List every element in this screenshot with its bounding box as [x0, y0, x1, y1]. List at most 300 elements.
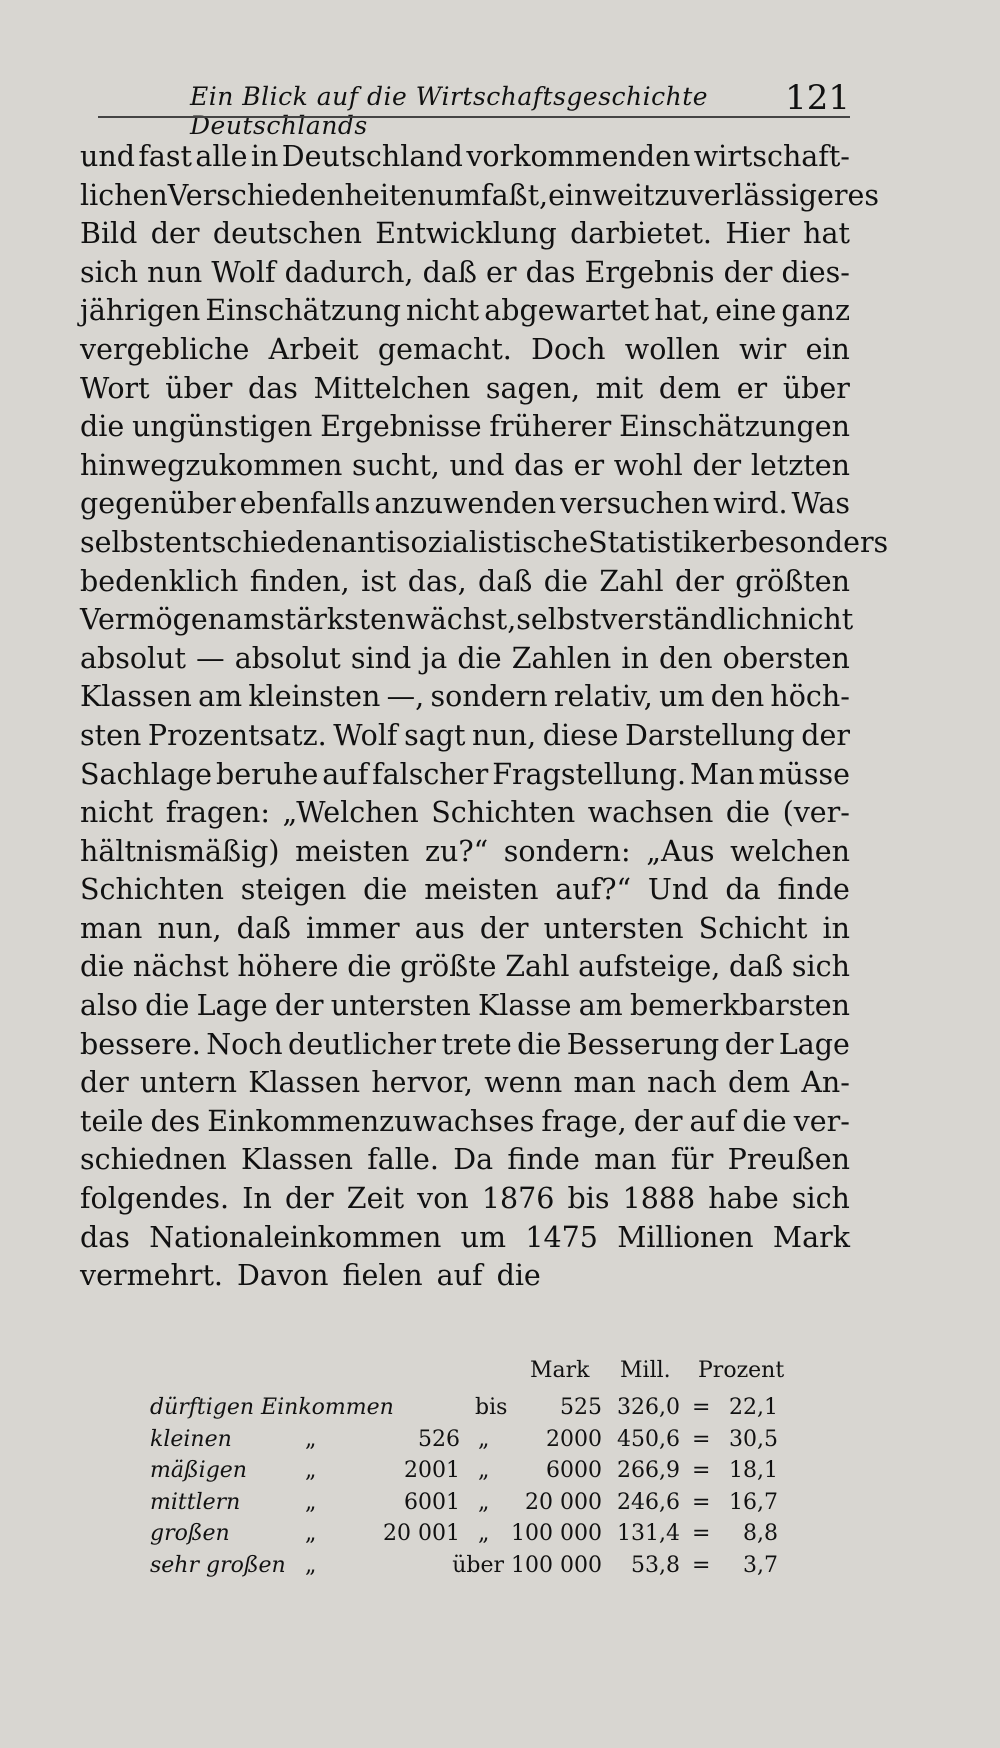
table-row — [150, 1392, 790, 1424]
word: Nationaleinkommen — [149, 1220, 442, 1254]
header-rule — [98, 116, 850, 118]
word: habe — [708, 1182, 779, 1216]
cell-class: mittlern — [150, 1489, 241, 1515]
word: steigen — [240, 873, 347, 907]
word: Klassen — [80, 680, 192, 714]
word: Einkommenzuwachses — [207, 1104, 535, 1138]
word: sich — [80, 255, 139, 289]
word: stärksten — [270, 603, 406, 637]
word: das — [525, 255, 576, 289]
word: hervor, — [371, 1066, 473, 1100]
word: Man — [689, 757, 755, 791]
word: die — [457, 641, 502, 675]
word: selbst — [80, 525, 165, 559]
word: Einschätzungen — [619, 410, 850, 444]
word: Darstellung — [625, 718, 795, 752]
word: wachsen — [587, 796, 714, 830]
cell-q1: „ — [305, 1521, 317, 1546]
cell-q1: „ — [305, 1552, 317, 1578]
table-row — [150, 1487, 790, 1519]
word: An- — [801, 1066, 850, 1100]
word: daß — [422, 255, 477, 289]
cell-eq: = — [692, 1395, 711, 1420]
word: Prozentsatz. — [147, 718, 327, 752]
word: sagen, — [485, 371, 581, 405]
table-row — [150, 1550, 790, 1582]
word: größte — [400, 950, 497, 984]
header-mark: Mark — [530, 1358, 590, 1383]
word: daß — [728, 950, 784, 984]
header-prozent: Prozent — [698, 1358, 785, 1383]
word: bis — [567, 1182, 610, 1216]
word: welchen — [730, 834, 850, 868]
word: wollen — [624, 332, 720, 366]
word: das, — [407, 564, 467, 598]
word: wir — [739, 332, 787, 366]
word: die — [347, 950, 392, 984]
word: alle — [195, 140, 248, 173]
word: Lage — [196, 989, 268, 1023]
text-line — [80, 910, 850, 949]
word: die — [80, 950, 125, 984]
cell-to: 2000 — [546, 1426, 602, 1452]
word: dem — [727, 1066, 791, 1100]
word: ist — [361, 564, 397, 598]
word: Zahl — [505, 950, 570, 984]
word: auf?“ — [555, 873, 632, 907]
cell-conn: „ — [478, 1426, 490, 1452]
word: Schichten — [80, 873, 224, 907]
text-line — [80, 370, 850, 409]
cell-mill: 131,4 — [617, 1521, 680, 1546]
word: untern — [139, 1066, 237, 1100]
word: mit — [595, 371, 644, 405]
cell-eq: = — [692, 1521, 711, 1546]
word: sind — [350, 641, 412, 675]
word: wird. — [713, 487, 788, 521]
cell-to: 100 000 — [511, 1521, 602, 1546]
word: ver- — [793, 1104, 850, 1138]
word: sondern: — [503, 834, 631, 868]
income-table — [150, 1358, 790, 1581]
cell-from: 2001 — [404, 1458, 460, 1483]
word: Doch — [531, 332, 606, 366]
text-line — [80, 678, 850, 717]
word: ein — [548, 178, 593, 212]
cell-q1: „ — [305, 1489, 317, 1515]
header-mill: Mill. — [620, 1358, 671, 1383]
word: Hier — [725, 217, 790, 251]
word: immer — [306, 911, 400, 945]
word: obersten — [722, 641, 850, 675]
cell-to: 525 — [560, 1395, 602, 1420]
word: der — [479, 911, 529, 945]
table-header — [150, 1358, 790, 1392]
cell-class: mäßigen — [150, 1458, 247, 1483]
word: wenn — [484, 1066, 563, 1100]
text-line — [80, 871, 850, 910]
word: der — [692, 448, 742, 482]
word: man — [80, 911, 143, 945]
word: umfaßt, — [435, 178, 549, 212]
word: Was — [791, 487, 850, 521]
cell-eq: = — [692, 1489, 711, 1515]
cell-conn: bis — [475, 1395, 508, 1420]
word: die — [517, 1027, 562, 1061]
word: untersten — [330, 989, 471, 1023]
word: abgewartet — [484, 294, 650, 328]
word: Deutschland — [281, 140, 463, 173]
word: vergebliche — [80, 332, 250, 366]
word: der — [150, 217, 200, 251]
word: besonders — [739, 525, 889, 559]
word: Fragstellung. — [492, 757, 687, 791]
word: kleinsten — [248, 680, 381, 714]
word: 1888 — [622, 1182, 696, 1216]
word: nächst — [132, 950, 229, 984]
word: deutlicher — [288, 1027, 437, 1061]
word: absolut — [234, 641, 341, 675]
word: meisten — [424, 873, 539, 907]
word: Davon — [236, 1259, 329, 1293]
word: man — [594, 1143, 657, 1177]
word: ganz — [781, 294, 850, 328]
word: sich — [791, 950, 850, 984]
word: höch- — [770, 680, 850, 714]
text-line — [80, 1026, 850, 1065]
word: aufsteige, — [578, 950, 721, 984]
word: darbietet. — [570, 217, 712, 251]
word: letzten — [750, 448, 850, 482]
word: vorkommenden — [466, 140, 691, 173]
cell-class: sehr großen — [150, 1552, 286, 1578]
word: die — [80, 410, 125, 444]
word: anzuwenden — [374, 487, 557, 521]
word: wohl — [613, 448, 683, 482]
text-line — [80, 717, 850, 756]
text-line — [80, 138, 850, 177]
cell-to: 20 000 — [525, 1489, 602, 1515]
word: Zahlen — [511, 641, 612, 675]
word: nicht — [780, 603, 854, 637]
word: die — [363, 873, 408, 907]
word: beruhe — [216, 757, 319, 791]
cell-eq: = — [692, 1552, 711, 1578]
word: vermehrt. — [80, 1259, 223, 1293]
word: der — [801, 718, 850, 752]
word: Da — [453, 1143, 494, 1177]
word: ebenfalls — [239, 487, 371, 521]
word: des — [150, 1104, 201, 1138]
word: Entwicklung — [375, 217, 557, 251]
text-line — [80, 948, 850, 987]
word: gemacht. — [377, 332, 512, 366]
word: Lage — [778, 1027, 850, 1061]
word: sucht, — [352, 448, 440, 482]
cell-mill: 266,9 — [617, 1458, 680, 1483]
word: am — [578, 989, 623, 1023]
word: entschieden — [164, 525, 341, 559]
cell-mill: 53,8 — [631, 1552, 680, 1578]
word: relativ, — [553, 680, 653, 714]
cell-pct: 16,7 — [729, 1489, 778, 1515]
word: Mark — [772, 1220, 850, 1254]
cell-from: 20 001 — [383, 1521, 460, 1546]
word: ja — [421, 641, 448, 675]
cell-conn: „ — [478, 1489, 490, 1515]
text-line — [80, 254, 850, 293]
word: früherer — [489, 410, 612, 444]
word: der — [723, 255, 773, 289]
word: er — [736, 371, 768, 405]
word: von — [417, 1182, 469, 1216]
word: bessere. — [80, 1027, 201, 1061]
word: jährigen — [80, 294, 201, 328]
cell-mill: 326,0 — [617, 1395, 680, 1420]
word: finde — [507, 1143, 580, 1177]
text-line — [80, 1141, 850, 1180]
word: über — [782, 371, 850, 405]
text-line — [80, 1064, 850, 1103]
word: (ver- — [782, 796, 850, 830]
cell-pct: 18,1 — [729, 1458, 778, 1483]
word: ein — [805, 332, 850, 366]
word: Ergebnis — [584, 255, 715, 289]
word: die — [543, 564, 588, 598]
word: müsse — [758, 757, 850, 791]
word: deutschen — [212, 217, 362, 251]
word: finde — [777, 873, 850, 907]
word: der — [80, 1066, 129, 1100]
cell-conn: „ — [478, 1521, 490, 1546]
word: in — [822, 911, 850, 945]
word: absolut — [80, 641, 186, 675]
word: dies- — [781, 255, 850, 289]
word: hat, — [654, 294, 711, 328]
word: um — [659, 680, 705, 714]
word: auf — [322, 757, 369, 791]
word: man — [573, 1066, 636, 1100]
word: daß — [236, 911, 291, 945]
word: Schicht — [698, 911, 808, 945]
running-head — [80, 78, 850, 140]
word: gegenüber — [80, 487, 236, 521]
cell-from: 526 — [418, 1426, 460, 1452]
text-line — [80, 1180, 850, 1219]
word: nicht — [406, 294, 480, 328]
text-line — [80, 1103, 850, 1142]
word: die — [496, 1259, 541, 1293]
word: das — [514, 448, 564, 482]
word: sten — [80, 718, 142, 752]
word: um — [460, 1220, 507, 1254]
word: fragen: — [165, 796, 270, 830]
word: auf — [436, 1259, 483, 1293]
word: hinwegzukommen — [80, 448, 343, 482]
word: zu?“ — [424, 834, 489, 868]
word: nun, — [472, 718, 537, 752]
word: der — [633, 1104, 683, 1138]
word: Millionen — [617, 1220, 754, 1254]
text-line — [80, 833, 850, 872]
word: 1475 — [525, 1220, 598, 1254]
word: folgendes. — [80, 1182, 230, 1216]
word: und — [80, 140, 135, 173]
word: Statistiker — [588, 525, 740, 559]
word: Einschätzung — [205, 294, 402, 328]
word: Klassen — [241, 1143, 353, 1177]
word: höhere — [237, 950, 339, 984]
text-line — [80, 756, 850, 795]
word: meisten — [295, 834, 410, 868]
word: In — [242, 1182, 272, 1216]
word: teile — [80, 1104, 144, 1138]
word: daß — [478, 564, 533, 598]
word: „Welchen — [282, 796, 419, 830]
word: sich — [791, 1182, 850, 1216]
word: das — [80, 1220, 130, 1254]
table-row — [150, 1455, 790, 1487]
table-row — [150, 1518, 790, 1550]
cell-q1: „ — [305, 1426, 317, 1452]
table-row — [150, 1424, 790, 1456]
word: „Aus — [646, 834, 715, 868]
word: den — [659, 641, 713, 675]
word: Zeit — [346, 1182, 405, 1216]
text-line — [80, 408, 850, 447]
text-line — [80, 794, 850, 833]
text-line — [80, 601, 854, 640]
word: Klasse — [477, 989, 572, 1023]
word: nun — [147, 255, 203, 289]
word: hältnismäßig) — [80, 834, 280, 868]
cell-pct: 3,7 — [743, 1552, 778, 1578]
text-line — [80, 292, 850, 331]
word: versuchen — [560, 487, 710, 521]
cell-class: dürftigen Einkommen — [150, 1395, 394, 1420]
word: schiednen — [80, 1143, 227, 1177]
text-line — [80, 1257, 850, 1296]
word: Besserung — [566, 1027, 720, 1061]
word: Klassen — [248, 1066, 361, 1100]
cell-mill: 450,6 — [617, 1426, 680, 1452]
word: —, — [386, 680, 425, 714]
word: nach — [647, 1066, 717, 1100]
word: da — [725, 873, 761, 907]
word: falle. — [367, 1143, 439, 1177]
word: die — [742, 1104, 787, 1138]
word: und — [449, 448, 505, 482]
word: in — [621, 641, 649, 675]
word: — — [196, 641, 225, 675]
word: Noch — [206, 1027, 283, 1061]
word: auf — [689, 1104, 736, 1138]
word: untersten — [543, 911, 684, 945]
text-line — [80, 485, 850, 524]
word: Und — [647, 873, 709, 907]
word: Verschiedenheiten — [167, 178, 436, 212]
word: für — [670, 1143, 714, 1177]
word: also — [80, 989, 138, 1023]
word: Wort — [80, 371, 150, 405]
cell-pct: 8,8 — [743, 1521, 778, 1546]
table-body — [150, 1392, 790, 1581]
word: Bild — [80, 217, 138, 251]
text-line — [80, 987, 850, 1026]
word: Vermögen — [80, 603, 227, 637]
word: Wolf — [333, 718, 398, 752]
word: er — [486, 255, 517, 289]
word: sagt — [404, 718, 466, 752]
word: diese — [542, 718, 619, 752]
cell-conn: „ — [478, 1458, 490, 1483]
cell-pct: 30,5 — [729, 1426, 778, 1452]
word: sondern — [430, 680, 548, 714]
word: antisozialistische — [340, 525, 589, 559]
word: wirtschaft- — [693, 140, 850, 173]
text-line — [80, 640, 850, 679]
word: der — [724, 1027, 774, 1061]
word: finden, — [249, 564, 350, 598]
word: zuverlässigeres — [654, 178, 879, 212]
word: der — [284, 1182, 334, 1216]
cell-class: kleinen — [150, 1426, 232, 1452]
text-line — [80, 215, 850, 254]
word: Ergebnisse — [320, 410, 482, 444]
cell-eq: = — [692, 1426, 711, 1452]
word: ungünstigen — [132, 410, 313, 444]
body-text — [80, 138, 889, 1296]
cell-eq: = — [692, 1458, 711, 1483]
word: das — [247, 371, 298, 405]
text-line — [80, 331, 850, 370]
cell-q1: „ — [305, 1458, 317, 1483]
word: Mittelchen — [313, 371, 471, 405]
cell-class: großen — [150, 1521, 230, 1546]
word: falscher — [372, 757, 489, 791]
cell-to: über 100 000 — [452, 1552, 602, 1578]
word: Schichten — [431, 796, 576, 830]
word: dadurch, — [284, 255, 414, 289]
word: über — [165, 371, 233, 405]
word: aus — [414, 911, 465, 945]
running-title: Ein Blick auf die Wirtschaftsgeschichte Deutschlands — [190, 82, 709, 140]
word: bemerkbarsten — [629, 989, 850, 1023]
word: hat — [803, 217, 850, 251]
page-number: 121 — [785, 78, 850, 118]
word: lichen — [80, 178, 168, 212]
word: er — [573, 448, 605, 482]
word: die — [145, 989, 190, 1023]
word: weit — [592, 178, 655, 212]
cell-from: 6001 — [404, 1489, 460, 1515]
text-line — [80, 1219, 850, 1258]
word: wächst, — [405, 603, 517, 637]
word: Sachlage — [80, 757, 213, 791]
word: fielen — [342, 1259, 423, 1293]
text-line — [80, 177, 879, 216]
word: trete — [441, 1027, 512, 1061]
word: nun, — [157, 911, 222, 945]
word: bedenklich — [80, 564, 239, 598]
word: am — [226, 603, 271, 637]
word: Preußen — [727, 1143, 850, 1177]
word: frage, — [541, 1104, 627, 1138]
word: nicht — [80, 796, 154, 830]
cell-mill: 246,6 — [617, 1489, 680, 1515]
word: den — [710, 680, 765, 714]
word: am — [198, 680, 243, 714]
